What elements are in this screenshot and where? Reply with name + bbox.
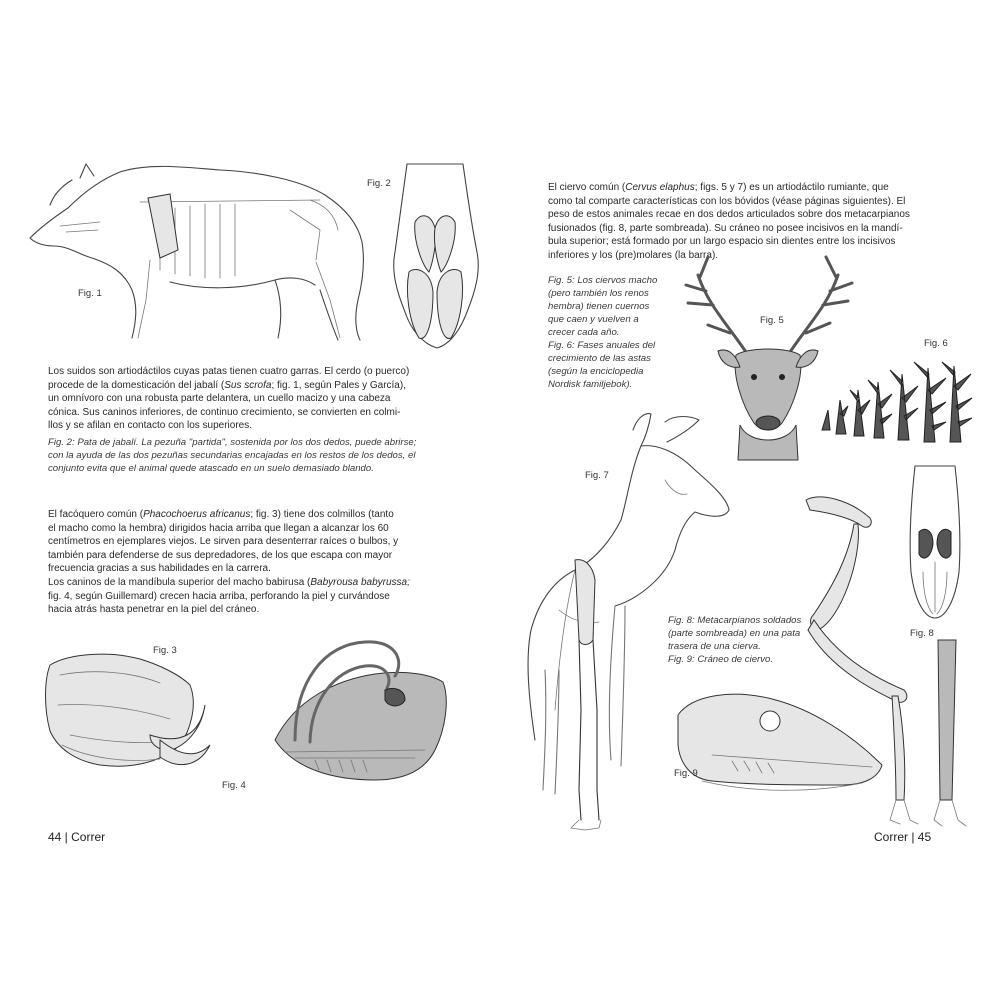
fig9-label: Fig. 9: [674, 768, 698, 779]
babirusa-skull-illustration: [255, 630, 455, 795]
fig5-fig6-caption: Fig. 5: Los ciervos macho (pero también los renos hembra) tienen cuernos que caen y vuelven a crecer cada año. Fig. 6: Fases anuales del crecimiento de las astas (según la enciclopedia Nordisk familjebok).: [548, 275, 658, 390]
left-page-folio: 44 | Correr: [48, 830, 106, 844]
fig7-label: Fig. 7: [585, 470, 609, 481]
fig5-label: Fig. 5: [760, 315, 784, 326]
fig2-caption: Fig. 2: Pata de jabalí. La pezuña "partida", sostenida por los dos dedos, puede abrirse; con la ayuda de las dos pezuñas secundarias encajadas en los restos de los dedos, el conjunto evita que el animal quede atascado en un suelo demasiado blando.: [48, 437, 417, 474]
deer-paragraph: El ciervo común (Cervus elaphus; figs. 5 y 7) es un artiodáctilo rumiante, que como tal comparte características con los bóvidos (véase páginas siguientes). El peso de estos animales recae en dos dedos articulados sobre dos metacarpianos fusionados (fig. 8, parte sombreada). Su cráneo no posee incisivos en la mandí- bula superior; está formado por un largo espacio sin dientes entre los incisivos inferiores y los (pre)molares (la barra).: [548, 182, 910, 261]
boar-paragraph: Los suidos son artiodáctilos cuyas patas tienen cuatro garras. El cerdo (o puerco) procede de la domesticación del jabalí (Sus scrofa; fig. 1, según Pales y García), un omnívoro con una robusta parte delantera, un cuello macizo y una cabeza cónica. Sus caninos inferiores, de continuo crecimiento, se convierten en colmi- llos y se afilan en contacto con los superiores.: [48, 366, 410, 432]
fig6-label: Fig. 6: [924, 338, 948, 349]
fig2-label: Fig. 2: [367, 178, 391, 189]
deer-foot-sole-illustration: [905, 462, 965, 622]
fig8-fig9-caption: Fig. 8: Metacarpianos soldados (parte sombreada) en una pata trasera de una cierva. Fig. 9: Cráneo de ciervo.: [668, 615, 802, 665]
antler-growth-stages-illustration: [818, 360, 973, 445]
warthog-skull-illustration: [40, 645, 215, 785]
boar-skeleton-illustration: [20, 150, 380, 350]
right-page-folio: Correr | 45: [874, 830, 932, 844]
fig8-label: Fig. 8: [910, 628, 934, 639]
fig1-label: Fig. 1: [78, 288, 102, 299]
deer-skull-illustration: [672, 685, 887, 797]
fig3-label: Fig. 3: [153, 645, 177, 656]
fig4-label: Fig. 4: [222, 780, 246, 791]
warthog-babirusa-paragraph: El facóquero común (Phacochoerus africanus; fig. 3) tiene dos colmillos (tanto el macho como la hembra) dirigidos hacia arriba que llegan a alcanzar los 60 centímetros en ejemplares viejos. Le sirven para desenterrar raíces o bulbos, y también para defenderse de sus depredadores, de los que escapa con mayor frecuencia gracias a sus habilidades en la carrera. Los caninos de la mandíbula superior del macho babirusa (Babyrousa babyrussa; fig. 4, según Guillemard) crecen hacia arriba, perforando la piel y curvándose hacia atrás hasta penetrar en la piel del cráneo.: [48, 509, 410, 616]
boar-foot-illustration: [385, 162, 485, 352]
